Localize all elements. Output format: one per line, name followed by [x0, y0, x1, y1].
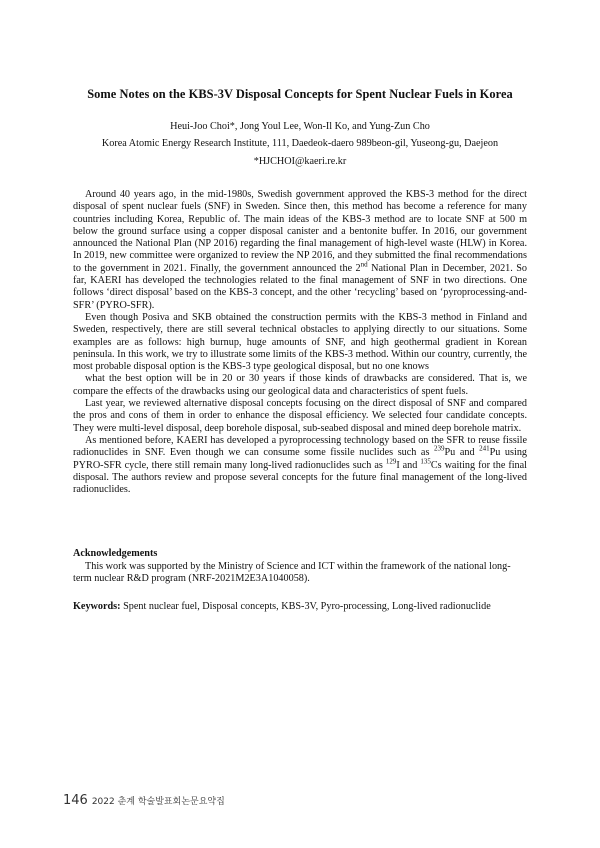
page-number: 146: [63, 793, 88, 808]
superscript: 239: [434, 444, 445, 453]
superscript: 135: [420, 457, 431, 466]
affiliation: Korea Atomic Energy Research Institute, 111, Daedeok-daero 989beon-gil, Yuseong-gu, Daejeon: [101, 138, 499, 149]
author-list: Heui-Joo Choi*, Jong Youl Lee, Won-Il Ko, and Yung-Zun Cho: [170, 121, 430, 132]
paragraph-1: Around 40 years ago, in the mid-1980s, Swedish government approved the KBS-3 method for the direct disposal of spent nuclear fuels (SNF) in Sweden. Since then, this method has become a reference for many countries including Korea, Republic of. The main ideas of the KBS-3 method are to locate SNF at 500 m below the ground surface using a copper disposal canister and a bentonite buffer. In 2016, our government announced the National Plan (NP 2016) regarding the final management of high-level waste (HLW) in Korea. In 2019, new committee were organized to review the NP 2016, and they submitted the final recommendations to the government in 2021. Finally, the government announced the 2nd National Plan in December, 2021. So far, KAERI has developed the technologies related to the final management of SNF in two directions. One follows ‘direct disposal’ based on the KBS-3 concept, and the other ‘recycling’ based on ‘pyroprocessing-and-SFR’ (PYRO-SFR).: [73, 189, 527, 311]
paragraph-4: Last year, we reviewed alternative disposal concepts focusing on the direct disposal of SNF and compared the pros and cons of them in order to enhance the disposal efficiency. We selected four candidate concepts. They were multi-level disposal, deep borehole disposal, sub-seabed disposal and mined deep borehole matrix.: [73, 398, 527, 434]
paragraph-3: what the best option will be in 20 or 30 years if those kinds of drawbacks are considered. That is, we compare the effects of the drawbacks using our geological data and characteristics of spent fuels.: [73, 373, 527, 397]
acknowledgements-heading: Acknowledgements: [73, 548, 158, 559]
keywords: [73, 601, 543, 612]
paragraph-5: As mentioned before, KAERI has developed a pyroprocessing technology based on the SFR to reuse fissile radionuclides in SNF. Even though we can consume some fissile nuclides such as $^{239}$Pu and $^{241}$Pu using PYRO-SFR cycle, there still remain many long-lived radionuclides such as $^{129}$I and $^{135}$Cs waiting for the final disposal. The authors review and propose several concepts for the future final management of the long-lived radionuclides.: [73, 434, 528, 496]
keywords-text: Spent nuclear fuel, Disposal concepts, KBS-3V, Pyro-processing, Long-lived radionuclide: [120, 601, 491, 612]
acknowledgements-text: This work was supported by the Ministry of Science and ICT within the framework of the national long-term nuclear R&D program (NRF-2021M2E3A1040058).: [73, 561, 511, 585]
superscript: nd: [360, 260, 368, 269]
paper-title: Some Notes on the KBS-3V Disposal Concepts for Spent Nuclear Fuels in Korea: [87, 87, 513, 101]
page-footer: [63, 789, 225, 808]
footer-text: 2022 춘계 학술발표회논문요약집: [91, 797, 225, 807]
superscript: 129: [385, 457, 397, 466]
contact-email: *HJCHOI@kaeri.re.kr: [253, 156, 347, 167]
superscript: 241: [479, 444, 490, 453]
paragraph-2: Even though Posiva and SKB obtained the construction permits with the KBS-3 method in Finland and Sweden, respectively, there are still several technical obstacles to applying directly to our situations. Some examples are as follows: high burnup, huge amounts of SNF, and high geothermal gradient in Korean peninsula. In this work, we try to illustrate some limits of the KBS-3 method. Within our country, currently, the most probable disposal option is the KBS-3 type geological disposal, but no one knows: [73, 311, 527, 373]
keywords-label: Keywords:: [73, 601, 121, 612]
abstract-body: [73, 189, 527, 496]
